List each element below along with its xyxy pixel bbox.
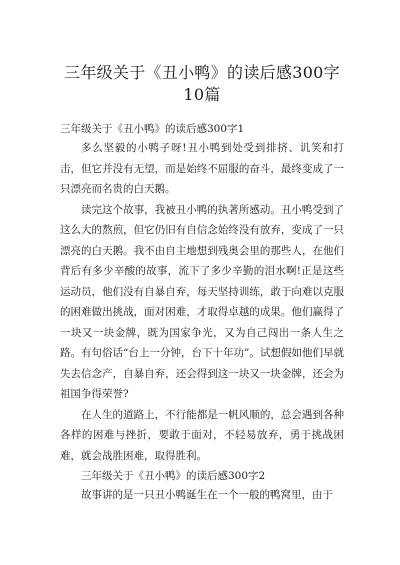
- paragraph: 读完这个故事，我被丑小鸭的执著所感动。丑小鸭受到了这么大的熬煎，但它仍旧有自信念始终没有放弃，变成了一只漂亮的白天鹅。我不由自主地想到残奥会里的那些人，在他们背后有多少辛酸的故事，流下了多少辛勤的泪水啊!正是这些运动员，他们没有自暴自弃，每天坚持训练，敢于向难以克服的困难做出挑战，面对困难，才取得卓越的成果。他们赢得了一块又一块金牌，既为国家争光，又为自己闯出一条人生之路。有句俗话“台上一分钟，台下十年功”。试想假如他们早就失去信念产，自暴自弃，还会得到这一块又一块金牌，还会为祖国争得荣誉?: [60, 203, 344, 400]
- paragraph: 在人生的道路上，不行能都是一帆风顺的，总会遇到各种各样的困难与挫折，要敢于面对，不轻易放弃，勇于挑战困难，就会战胜困难，取得胜利。: [60, 408, 344, 462]
- section-heading: 三年级关于《丑小鸭》的读后感300字2: [81, 470, 266, 482]
- paragraph: 故事讲的是一只丑小鸭诞生在一个一般的鸭窝里，由于: [81, 489, 333, 501]
- section-2: [60, 467, 344, 506]
- paragraph: 多么坚毅的小鸭子呀!丑小鸭到处受到排挤、讥笑和打击，但它并没有无望，而是始终不屈服的奋斗，最终变成了一只漂亮而名贵的白天鹅。: [60, 142, 344, 195]
- section-heading: 三年级关于《丑小鸭》的读后感300字1: [60, 123, 245, 135]
- section-1: [60, 120, 344, 466]
- document-title: 三年级关于《丑小鸭》的读后感300字10篇: [64, 63, 340, 104]
